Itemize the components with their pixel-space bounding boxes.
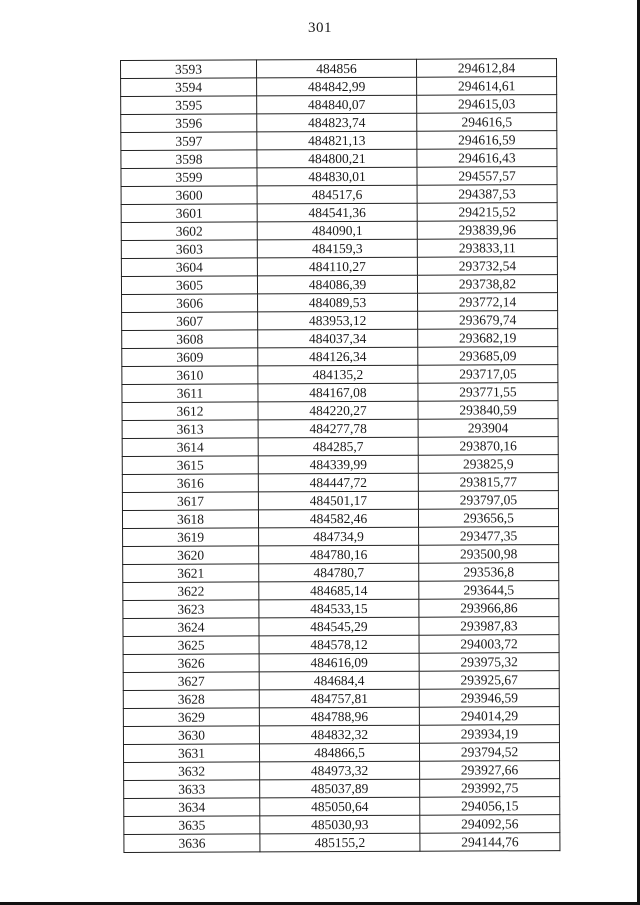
y-coordinate-cell: 293500,98 (419, 545, 559, 564)
point-number-cell: 3596 (121, 114, 257, 133)
point-number-cell: 3602 (121, 222, 257, 241)
x-coordinate-cell: 484090,1 (257, 221, 417, 240)
point-number-cell: 3631 (123, 744, 259, 763)
table-row (124, 815, 560, 835)
point-number-cell: 3608 (122, 330, 258, 349)
y-coordinate-cell: 293815,77 (418, 473, 558, 492)
x-coordinate-cell: 484780,16 (259, 545, 419, 564)
table-row (122, 437, 558, 457)
table-row (123, 635, 559, 655)
x-coordinate-cell: 484856 (257, 59, 417, 78)
x-coordinate-cell: 484734,9 (259, 527, 419, 546)
point-number-cell: 3625 (123, 636, 259, 655)
table-row (123, 743, 559, 763)
x-coordinate-cell: 484866,5 (259, 743, 419, 762)
x-coordinate-cell: 484501,17 (258, 491, 418, 510)
y-coordinate-cell: 293934,19 (419, 725, 559, 744)
x-coordinate-cell: 484788,96 (259, 707, 419, 726)
table-row (122, 329, 558, 349)
point-number-cell: 3595 (121, 96, 257, 115)
table-row (121, 203, 557, 223)
y-coordinate-cell: 293975,32 (419, 653, 559, 672)
x-coordinate-cell: 484684,4 (259, 671, 419, 690)
point-number-cell: 3609 (122, 348, 258, 367)
table-row (124, 797, 560, 817)
table-row (122, 347, 558, 367)
table-row (121, 77, 557, 97)
table-row (124, 779, 560, 799)
y-coordinate-cell: 294616,5 (417, 113, 557, 132)
point-number-cell: 3599 (121, 168, 257, 187)
table-row (122, 365, 558, 385)
point-number-cell: 3624 (123, 618, 259, 637)
point-number-cell: 3633 (124, 780, 260, 799)
point-number-cell: 3626 (123, 654, 259, 673)
x-coordinate-cell: 484685,14 (259, 581, 419, 600)
table-row (124, 761, 560, 781)
table-row (121, 185, 557, 205)
table-row (122, 311, 558, 331)
x-coordinate-cell: 484757,81 (259, 689, 419, 708)
table-row (122, 383, 558, 403)
point-number-cell: 3634 (124, 798, 260, 817)
y-coordinate-cell: 293840,59 (418, 401, 558, 420)
point-number-cell: 3615 (122, 456, 258, 475)
x-coordinate-cell: 484126,34 (258, 347, 418, 366)
y-coordinate-cell: 293825,9 (418, 455, 558, 474)
table-row (123, 689, 559, 709)
point-number-cell: 3603 (121, 240, 257, 259)
table-row (121, 59, 557, 79)
y-coordinate-cell: 294616,43 (417, 149, 557, 168)
point-number-cell: 3614 (122, 438, 258, 457)
x-coordinate-cell: 484159,3 (257, 239, 417, 258)
point-number-cell: 3617 (122, 492, 258, 511)
y-coordinate-cell: 293477,35 (419, 527, 559, 546)
y-coordinate-cell: 293536,8 (419, 563, 559, 582)
table-row (121, 149, 557, 169)
y-coordinate-cell: 293682,19 (418, 329, 558, 348)
x-coordinate-cell: 484517,6 (257, 185, 417, 204)
y-coordinate-cell: 294615,03 (417, 95, 557, 114)
x-coordinate-cell: 484582,46 (258, 509, 418, 528)
point-number-cell: 3628 (123, 690, 259, 709)
table-row (123, 581, 559, 601)
x-coordinate-cell: 484578,12 (259, 635, 419, 654)
point-number-cell: 3630 (123, 726, 259, 745)
x-coordinate-cell: 484447,72 (258, 473, 418, 492)
x-coordinate-cell: 484533,15 (259, 599, 419, 618)
table-row (122, 401, 558, 421)
point-number-cell: 3597 (121, 132, 257, 151)
x-coordinate-cell: 484541,36 (257, 203, 417, 222)
y-coordinate-cell: 293992,75 (420, 779, 560, 798)
point-number-cell: 3636 (124, 834, 260, 853)
x-coordinate-cell: 485050,64 (260, 797, 420, 816)
x-coordinate-cell: 484220,27 (258, 401, 418, 420)
x-coordinate-cell: 484339,99 (258, 455, 418, 474)
x-coordinate-cell: 483953,12 (258, 311, 418, 330)
x-coordinate-cell: 484089,53 (258, 293, 418, 312)
table-row (121, 95, 557, 115)
point-number-cell: 3607 (122, 312, 258, 331)
table-row (121, 113, 557, 133)
y-coordinate-cell: 294014,29 (419, 707, 559, 726)
point-number-cell: 3600 (121, 186, 257, 205)
point-number-cell: 3612 (122, 402, 258, 421)
point-number-cell: 3629 (123, 708, 259, 727)
x-coordinate-cell: 484037,34 (258, 329, 418, 348)
table-row (122, 293, 558, 313)
x-coordinate-cell: 484800,21 (257, 149, 417, 168)
point-number-cell: 3598 (121, 150, 257, 169)
point-number-cell: 3623 (123, 600, 259, 619)
point-number-cell: 3621 (123, 564, 259, 583)
x-coordinate-cell: 484167,08 (258, 383, 418, 402)
point-number-cell: 3594 (121, 78, 257, 97)
point-number-cell: 3611 (122, 384, 258, 403)
y-coordinate-cell: 294557,57 (417, 167, 557, 186)
point-number-cell: 3622 (123, 582, 259, 601)
table-row (123, 653, 559, 673)
point-number-cell: 3604 (121, 258, 257, 277)
y-coordinate-cell: 293966,86 (419, 599, 559, 618)
table-row (123, 527, 559, 547)
point-number-cell: 3619 (123, 528, 259, 547)
x-coordinate-cell: 484821,13 (257, 131, 417, 150)
y-coordinate-cell: 293833,11 (417, 239, 557, 258)
x-coordinate-cell: 484277,78 (258, 419, 418, 438)
x-coordinate-cell: 484780,7 (259, 563, 419, 582)
x-coordinate-cell: 484616,09 (259, 653, 419, 672)
table-row (123, 671, 559, 691)
y-coordinate-cell: 293797,05 (418, 491, 558, 510)
table-row (123, 707, 559, 727)
x-coordinate-cell: 484842,99 (257, 77, 417, 96)
table-row (121, 257, 557, 277)
y-coordinate-cell: 294003,72 (419, 635, 559, 654)
point-number-cell: 3613 (122, 420, 258, 439)
y-coordinate-cell: 294092,56 (420, 815, 560, 834)
y-coordinate-cell: 293771,55 (418, 383, 558, 402)
x-coordinate-cell: 484832,32 (259, 725, 419, 744)
table-row (122, 491, 558, 511)
point-number-cell: 3618 (122, 510, 258, 529)
x-coordinate-cell: 484840,07 (257, 95, 417, 114)
table-row (121, 221, 557, 241)
y-coordinate-cell: 293717,05 (418, 365, 558, 384)
x-coordinate-cell: 484110,27 (257, 257, 417, 276)
y-coordinate-cell: 294144,76 (420, 833, 560, 852)
y-coordinate-cell: 293946,59 (419, 689, 559, 708)
y-coordinate-cell: 293644,5 (419, 581, 559, 600)
y-coordinate-cell: 294612,84 (416, 59, 556, 78)
page-number: 301 (308, 20, 332, 36)
y-coordinate-cell: 293839,96 (417, 221, 557, 240)
x-coordinate-cell: 485155,2 (260, 833, 420, 852)
x-coordinate-cell: 484823,74 (257, 113, 417, 132)
y-coordinate-cell: 294616,59 (417, 131, 557, 150)
table-row (123, 599, 559, 619)
point-number-cell: 3605 (121, 276, 257, 295)
y-coordinate-cell: 293927,66 (420, 761, 560, 780)
table-row (122, 509, 558, 529)
table-row (122, 455, 558, 475)
coordinates-table-body (121, 59, 560, 853)
y-coordinate-cell: 294215,52 (417, 203, 557, 222)
y-coordinate-cell: 293685,09 (418, 347, 558, 366)
x-coordinate-cell: 485037,89 (260, 779, 420, 798)
table-row (124, 833, 560, 853)
point-number-cell: 3593 (121, 60, 257, 79)
x-coordinate-cell: 484973,32 (260, 761, 420, 780)
x-coordinate-cell: 484545,29 (259, 617, 419, 636)
y-coordinate-cell: 293987,83 (419, 617, 559, 636)
x-coordinate-cell: 484285,7 (258, 437, 418, 456)
y-coordinate-cell: 293870,16 (418, 437, 558, 456)
y-coordinate-cell: 294387,53 (417, 185, 557, 204)
table-row (123, 725, 559, 745)
point-number-cell: 3632 (124, 762, 260, 781)
point-number-cell: 3635 (124, 816, 260, 835)
y-coordinate-cell: 293679,74 (418, 311, 558, 330)
y-coordinate-cell: 293656,5 (418, 509, 558, 528)
y-coordinate-cell: 293904 (418, 419, 558, 438)
x-coordinate-cell: 484086,39 (257, 275, 417, 294)
point-number-cell: 3610 (122, 366, 258, 385)
point-number-cell: 3627 (123, 672, 259, 691)
table-row (123, 563, 559, 583)
x-coordinate-cell: 484135,2 (258, 365, 418, 384)
x-coordinate-cell: 484830,01 (257, 167, 417, 186)
y-coordinate-cell: 294614,61 (417, 77, 557, 96)
y-coordinate-cell: 293738,82 (417, 275, 557, 294)
point-number-cell: 3616 (122, 474, 258, 493)
table-row (121, 239, 557, 259)
table-row (123, 545, 559, 565)
x-coordinate-cell: 485030,93 (260, 815, 420, 834)
point-number-cell: 3620 (123, 546, 259, 565)
table-row (121, 167, 557, 187)
point-number-cell: 3606 (122, 294, 258, 313)
coordinates-table (120, 58, 560, 853)
table-row (122, 419, 558, 439)
y-coordinate-cell: 293925,67 (419, 671, 559, 690)
table-row (123, 617, 559, 637)
y-coordinate-cell: 293794,52 (419, 743, 559, 762)
table-row (121, 275, 557, 295)
y-coordinate-cell: 293772,14 (418, 293, 558, 312)
y-coordinate-cell: 293732,54 (417, 257, 557, 276)
y-coordinate-cell: 294056,15 (420, 797, 560, 816)
table-row (122, 473, 558, 493)
table-row (121, 131, 557, 151)
point-number-cell: 3601 (121, 204, 257, 223)
